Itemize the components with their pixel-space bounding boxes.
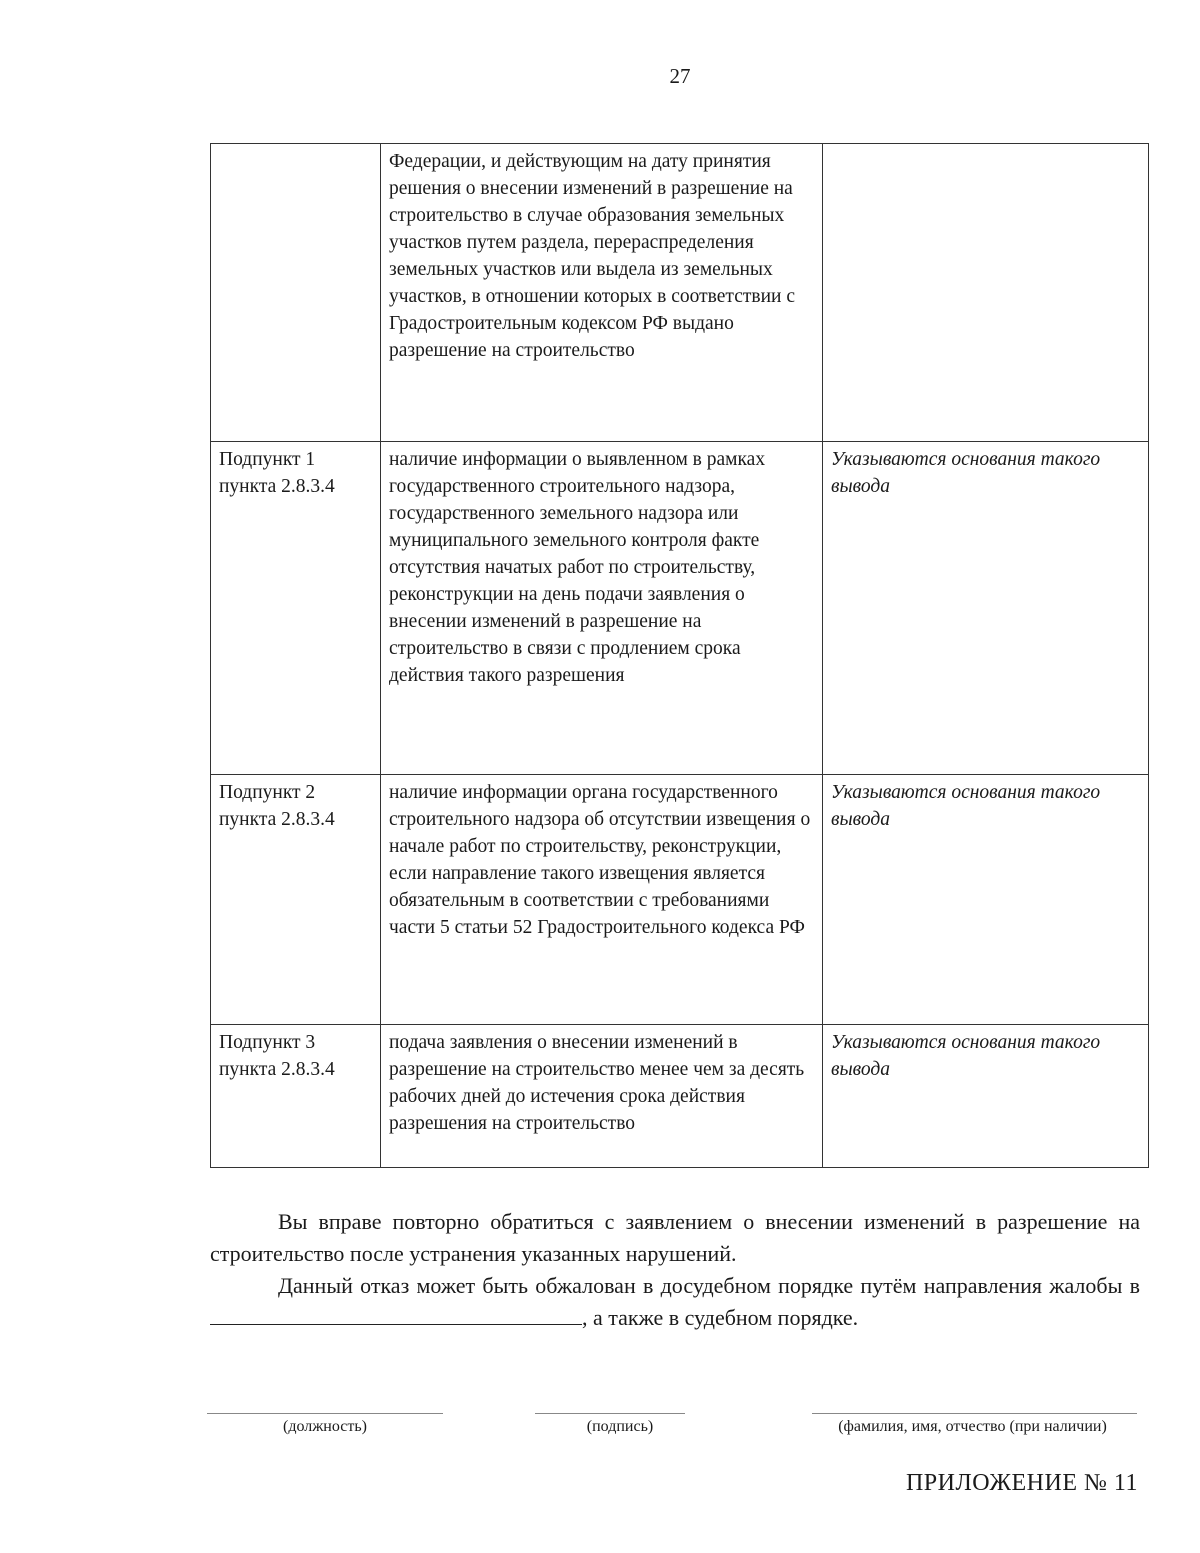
- appeal-text-after: , а также в судебном порядке.: [582, 1305, 859, 1330]
- table-cell-reason: наличие информации о выявленном в рамках государственного строительного надзора, государственного земельного надзора или муниципального земельного контроля факте отсутствия начатых работ по строительству, реконструкции на день подачи заявления о внесении изменений в разрешение на строительство в связи с продлением срока действия такого разрешения: [381, 442, 823, 775]
- position-signature-line: [207, 1413, 443, 1414]
- table-row: [211, 775, 1149, 1025]
- table-cell-explanation: Указываются основания такого вывода: [823, 1025, 1149, 1168]
- table-cell-ref: [211, 144, 381, 442]
- table-cell-ref: Подпункт 1 пункта 2.8.3.4: [211, 442, 381, 775]
- table-cell-explanation: Указываются основания такого вывода: [823, 442, 1149, 775]
- name-label: (фамилия, имя, отчество (при наличии): [838, 1418, 1107, 1435]
- signature-line: [535, 1413, 685, 1414]
- position-label: (должность): [283, 1418, 367, 1435]
- appeal-text-before: Данный отказ может быть обжалован в досудебном порядке путём направления жалобы в: [278, 1273, 1140, 1298]
- appeal-paragraph: [210, 1270, 1140, 1334]
- table-cell-reason: подача заявления о внесении изменений в разрешение на строительство менее чем за десять рабочих дней до истечения срока действия разрешения на строительство: [381, 1025, 823, 1168]
- table-cell-reason: Федерации, и действующим на дату принятия решения о внесении изменений в разрешение на строительство в случае образования земельных участков путем раздела, перераспределения земельных участков или выдела из земельных участков, в отношении которых в соответствии с Градостроительным кодексом РФ выдано разрешение на строительство: [381, 144, 823, 442]
- appeal-authority-blank: [210, 1304, 582, 1325]
- repeat-application-paragraph: Вы вправе повторно обратиться с заявлением о внесении изменений в разрешение на строительство после устранения указанных нарушений.: [210, 1209, 1140, 1266]
- refusal-reasons-table: [210, 143, 1149, 1168]
- name-signature-line: [812, 1413, 1137, 1414]
- signature-label: (подпись): [586, 1418, 654, 1435]
- table-row: [211, 144, 1149, 442]
- table-row: [211, 442, 1149, 775]
- page-number: 27: [669, 64, 691, 88]
- table-cell-ref: Подпункт 2 пункта 2.8.3.4: [211, 775, 381, 1025]
- table-cell-ref: Подпункт 3 пункта 2.8.3.4: [211, 1025, 381, 1168]
- table-cell-explanation: Указываются основания такого вывода: [823, 775, 1149, 1025]
- appendix-title: ПРИЛОЖЕНИЕ № 11: [905, 1470, 1138, 1496]
- table-row: [211, 1025, 1149, 1168]
- table-cell-reason: наличие информации органа государственного строительного надзора об отсутствии извещения о начале работ по строительству, реконструкции, если направление такого извещения является обязательным в соответствии с требованиями части 5 статьи 52 Градостроительного кодекса РФ: [381, 775, 823, 1025]
- table-cell-explanation: [823, 144, 1149, 442]
